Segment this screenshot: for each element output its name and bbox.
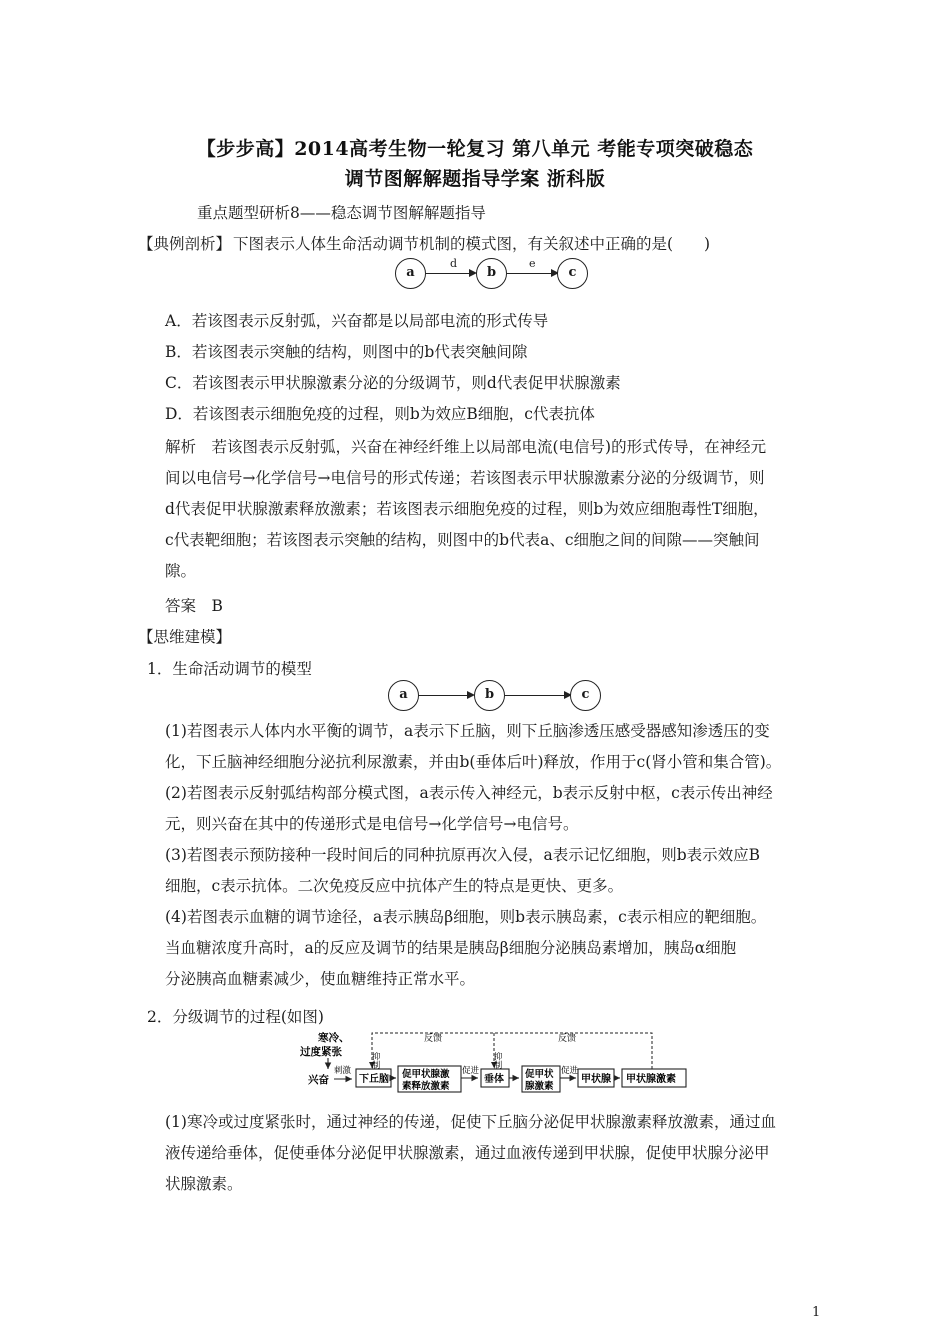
excite-label: 兴奋	[308, 1075, 329, 1086]
section-subtitle: 重点题型研析8——稳态调节图解解题指导	[197, 204, 486, 222]
modeling-heading-2: 2．分级调节的过程(如图)	[147, 1008, 324, 1026]
model-line: 细胞，c表示抗体。二次免疫反应中抗体产生的特点是更快、更多。	[165, 877, 624, 895]
edge-label-e: e	[529, 257, 536, 270]
promote-label-1: 促进	[462, 1065, 480, 1075]
answer-text: 答案 B	[165, 597, 223, 615]
trh-label-line-2: 素释放激素	[402, 1082, 450, 1092]
thyroxine-label: 甲状腺激素	[626, 1074, 676, 1085]
example-options	[165, 306, 621, 430]
pituitary-label: 垂体	[484, 1074, 504, 1085]
modeling-tag: 【思维建模】	[138, 628, 232, 646]
node-b: b	[474, 680, 505, 711]
edge-line-d	[426, 273, 470, 274]
node-c: c	[570, 680, 601, 711]
hypothalamus-label: 下丘脑	[359, 1074, 389, 1085]
model-line: (4)若图表示血糖的调节途径，a表示胰岛β细胞，则b表示胰岛素，c表示相应的靶细胞。	[165, 908, 767, 926]
model-line: (1)若图表示人体内水平衡的调节，a表示下丘脑，则下丘脑渗透压感受器感知渗透压的变	[165, 722, 770, 740]
trh-label-line-1: 促甲状腺激	[402, 1070, 450, 1080]
hierarchy-line: 状腺激素。	[165, 1175, 243, 1193]
option-d: D．若该图表示细胞免疫的过程，则b为效应B细胞，c代表抗体	[165, 405, 595, 423]
example-tag: 【典例剖析】	[138, 235, 232, 253]
page-number: 1	[812, 1305, 821, 1320]
feedback-label-2: 反馈	[558, 1033, 577, 1043]
edge-line-ab	[419, 695, 468, 696]
node-a: a	[388, 680, 419, 711]
model-explanation	[165, 716, 781, 995]
tsh-label-line-1: 促甲状	[525, 1070, 554, 1080]
promote-label-2: 促进	[561, 1065, 579, 1075]
stimulate-label: 刺激	[334, 1065, 352, 1075]
hierarchy-flow-diagram	[300, 1028, 700, 1100]
inhibit-label-2: 抑制	[493, 1052, 503, 1069]
edge-line-e	[507, 273, 552, 274]
model-line: 元，则兴奋在其中的传递形式是电信号→化学信号→电信号。	[165, 815, 579, 833]
model-line: 分泌胰高血糖素减少，使血糖维持正常水平。	[165, 970, 476, 988]
modeling-heading-1: 1．生命活动调节的模型	[147, 660, 312, 678]
example-question: 下图表示人体生命活动调节机制的模式图，有关叙述中正确的是( )	[233, 235, 711, 253]
analysis-line: 解析 若该图表示反射弧，兴奋在神经纤维上以局部电流(电信号)的形式传导，在神经元	[165, 438, 767, 456]
document-title-line-1: 【步步高】2014高考生物一轮复习 第八单元 考能专项突破稳态	[196, 138, 754, 160]
edge-label-d: d	[450, 257, 458, 270]
model-line: 化，下丘脑神经细胞分泌抗利尿激素，并由b(垂体后叶)释放，作用于c(肾小管和集合管)。	[165, 753, 782, 771]
stimulus-label-top: 寒冷、	[318, 1033, 350, 1044]
option-a: A．若该图表示反射弧，兴奋都是以局部电流的形式传导	[165, 312, 549, 330]
thyroid-label: 甲状腺	[581, 1074, 611, 1085]
document-title-line-2: 调节图解解题指导学案 浙科版	[344, 168, 606, 190]
edge-line-bc	[505, 695, 565, 696]
node-b: b	[476, 258, 507, 289]
feedback-loop-long	[372, 1033, 652, 1069]
model-line: (2)若图表示反射弧结构部分模式图，a表示传入神经元，b表示反射中枢，c表示传出神经	[165, 784, 773, 802]
analysis-line: c代表靶细胞；若该图表示突触的结构，则图中的b代表a、c细胞之间的间隙——突触间	[165, 531, 760, 549]
tsh-label-line-2: 腺激素	[525, 1082, 554, 1092]
hierarchy-line: 液传递给垂体，促使垂体分泌促甲状腺激素，通过血液传递到甲状腺，促使甲状腺分泌甲	[165, 1144, 770, 1162]
model-line: (3)若图表示预防接种一段时间后的同种抗原再次入侵，a表示记忆细胞，则b表示效应B	[165, 846, 761, 864]
node-c: c	[557, 258, 588, 289]
stimulus-label-bottom: 过度紧张	[300, 1047, 342, 1058]
model-line: 当血糖浓度升高时，a的反应及调节的结果是胰岛β细胞分泌胰岛素增加，胰岛α细胞	[165, 939, 737, 957]
option-b: B．若该图表示突触的结构，则图中的b代表突触间隙	[165, 343, 528, 361]
analysis-line: 间以电信号→化学信号→电信号的形式传递；若该图表示甲状腺激素分泌的分级调节，则	[165, 469, 765, 487]
node-a: a	[395, 258, 426, 289]
inhibit-label-1: 抑制	[371, 1052, 381, 1069]
hierarchy-explanation	[165, 1107, 776, 1200]
hierarchy-line: (1)寒冷或过度紧张时，通过神经的传递，促使下丘脑分泌促甲状腺激素释放激素，通过血	[165, 1113, 776, 1131]
analysis-paragraph	[165, 432, 769, 587]
analysis-line: d代表促甲状腺激素释放激素；若该图表示细胞免疫的过程，则b为效应细胞毒性T细胞，	[165, 500, 769, 518]
analysis-line: 隙。	[165, 562, 197, 580]
option-c: C．若该图表示甲状腺激素分泌的分级调节，则d代表促甲状腺激素	[165, 374, 621, 392]
feedback-label-1: 反馈	[424, 1033, 443, 1043]
